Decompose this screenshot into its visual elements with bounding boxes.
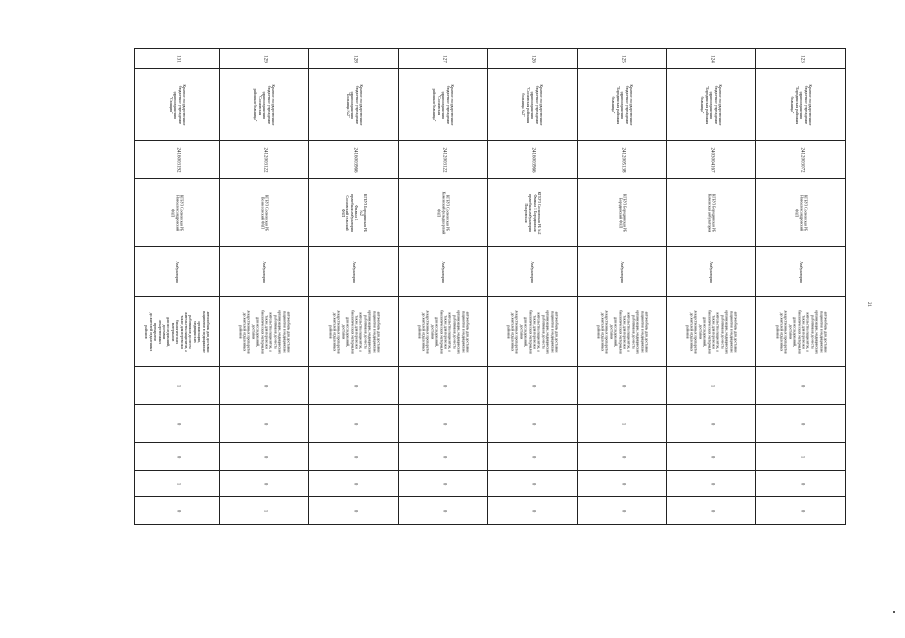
table-cell (220, 367, 309, 405)
table-cell (666, 471, 755, 497)
row-count-c-text: 0 (262, 455, 268, 458)
row-count-a-text: 0 (262, 384, 268, 387)
table-cell (488, 297, 577, 367)
row-count-a-text: 1 (709, 384, 715, 387)
data-table (134, 48, 846, 525)
row-number-text: 129 (262, 54, 268, 63)
table-cell (309, 179, 398, 247)
table-cell (756, 367, 845, 405)
row-type-text: Амбулатория (709, 260, 714, 283)
table-cell (135, 247, 220, 297)
row-count-a-text: 1 (175, 384, 181, 387)
row-count-a-text: 0 (352, 384, 358, 387)
table-row (135, 497, 846, 525)
row-organization-text: Краевое государственное бюджетное учреждение здравоохранения "Бородинская районная больница" (700, 84, 723, 125)
row-inn-text: 2416003192 (175, 147, 181, 172)
table-cell (577, 69, 666, 141)
table-cell (666, 179, 755, 247)
row-count-a-text: 0 (441, 384, 447, 387)
row-count-c-text: 0 (530, 455, 536, 458)
table-cell (220, 179, 309, 247)
table-cell (220, 497, 309, 525)
table-cell (488, 141, 577, 179)
table-row (135, 247, 846, 297)
row-number-text: 124 (709, 54, 715, 63)
table-cell (756, 405, 845, 443)
table-cell (756, 179, 845, 247)
row-count-c-text: 0 (441, 455, 447, 458)
table-cell (577, 179, 666, 247)
row-count-d-text: 0 (798, 482, 804, 485)
table-cell (488, 443, 577, 471)
row-purpose-text: автомобиль для доставки пациентов в медицинские организации, медицинских работников до места жительства пациентов, а также для перевозки биологических материалов для исследований, доставки лекарственных препаратов до жителей отдаленных районов (506, 309, 559, 354)
row-count-d-text: 1 (175, 482, 181, 485)
table-cell (577, 443, 666, 471)
table-cell (756, 471, 845, 497)
row-count-e-text: 0 (175, 509, 181, 512)
table-row (135, 443, 846, 471)
table-row (135, 367, 846, 405)
row-purpose-text: автомобиль для доставки пациентов в медицинские организации, медицинских работников до места жительства пациентов, а также для перевозки биологических материалов для исследований, доставки лекарственных препаратов до жителей отдаленных районов (685, 309, 738, 354)
table-cell (220, 49, 309, 69)
row-facility-text: КГБУЗ Сосновская РБ №2 Филиал 1 Бородинская врачебная амбулатория Покровская (523, 191, 542, 234)
table-cell (135, 367, 220, 405)
table-cell (577, 367, 666, 405)
table-cell (666, 443, 755, 471)
row-type-text: Амбулатория (262, 260, 267, 283)
row-count-a-text: 0 (798, 384, 804, 387)
table-cell (309, 443, 398, 471)
row-purpose-text: автомобиль для доставки пациентов в медицинские организации, медицинских работников до места жительства пациентов, а также для перевозки биологических материалов для исследований, доставки лекарственных препаратов до жителей отдаленных районов (144, 310, 211, 353)
table-cell (135, 49, 220, 69)
table-cell (220, 247, 309, 297)
table-cell (666, 367, 755, 405)
row-facility-text: КГБУЗ Бородинская РБ Каменская амбулатория (707, 193, 716, 232)
table-cell (309, 141, 398, 179)
table-cell (398, 141, 487, 179)
table-cell (666, 141, 755, 179)
row-organization-text: Краевое государственное бюджетное учреждение здравоохранения "Станция" (168, 84, 186, 125)
table-cell (135, 405, 220, 443)
table-cell (577, 497, 666, 525)
table-cell (135, 179, 220, 247)
row-type-text: Амбулатория (530, 260, 535, 283)
table-cell (220, 405, 309, 443)
table-cell (488, 367, 577, 405)
table-cell (220, 141, 309, 179)
table-cell (577, 49, 666, 69)
table-cell (220, 297, 309, 367)
table-cell (309, 247, 398, 297)
page-number: 21 (866, 302, 871, 307)
table-cell (398, 405, 487, 443)
table-cell (398, 297, 487, 367)
row-purpose-text: автомобиль для доставки пациентов в медицинские организации, медицинских работников до места жительства пациентов, а также для перевозки биологических материалов для исследований, доставки лекарственных препаратов до жителей отдаленных районов (327, 309, 381, 354)
row-facility-text: КГБУЗ Сосновская РБ Новоалександровский ФАП (170, 194, 184, 231)
table-cell (666, 69, 755, 141)
row-inn-text: 2416003966 (352, 147, 358, 172)
table-cell (309, 49, 398, 69)
row-count-c-text: 1 (798, 455, 804, 458)
table-cell (135, 471, 220, 497)
row-inn-text: 2403004167 (709, 147, 715, 172)
table-cell (488, 179, 577, 247)
row-type-text: Амбулатория (175, 260, 180, 283)
row-purpose-text: автомобиль для доставки пациентов в медицинские организации, медицинских работников до места жительства пациентов, а также для перевозки биологических материалов для исследований, доставки лекарственных препаратов до жителей отдаленных районов (774, 309, 827, 354)
table-row (135, 69, 846, 141)
table-cell (577, 141, 666, 179)
row-inn-text: 2416003966 (530, 147, 536, 172)
row-inn-text: 2412003122 (262, 147, 268, 172)
row-count-a-text: 0 (530, 384, 536, 387)
row-count-d-text: 0 (709, 482, 715, 485)
table-cell (398, 69, 487, 141)
table-cell (309, 297, 398, 367)
row-count-c-text: 0 (175, 455, 181, 458)
table-cell (135, 443, 220, 471)
table-cell (488, 405, 577, 443)
table-row (135, 141, 846, 179)
table-cell (220, 69, 309, 141)
row-organization-text: Краевое государственное бюджетное учреждение здравоохранения "Сосновская районная больница" (432, 84, 454, 125)
table-cell (488, 69, 577, 141)
row-organization-text: Краевое государственное бюджетное учреждение здравоохранения "Бородинская районная больница" (611, 84, 633, 125)
table-cell (488, 471, 577, 497)
table-cell (398, 49, 487, 69)
row-count-b-text: 0 (262, 422, 268, 425)
row-count-b-text: 0 (175, 422, 181, 425)
row-purpose-text: автомобиль для доставки пациентов в медицинские организации, медицинских работников до места жительства пациентов, а также для перевозки биологических материалов для исследований, доставки лекарственных препаратов до жителей отдаленных районов (595, 309, 649, 354)
table-cell (220, 443, 309, 471)
row-count-d-text: 0 (530, 482, 536, 485)
table-cell (666, 49, 755, 69)
table-cell (666, 405, 755, 443)
table-cell (756, 247, 845, 297)
table-cell (398, 443, 487, 471)
row-count-e-text: 0 (709, 509, 715, 512)
table-cell (488, 247, 577, 297)
table-cell (398, 367, 487, 405)
table-cell (309, 69, 398, 141)
table-cell (666, 247, 755, 297)
row-count-b-text: 0 (352, 422, 358, 425)
table-cell (756, 497, 845, 525)
table-cell (309, 405, 398, 443)
row-purpose-text: автомобиль для доставки пациентов в медицинские организации, медицинских работников до места жительства пациентов, а также для перевозки биологических материалов для исследований, доставки лекарственных препаратов до жителей отдаленных районов (416, 309, 470, 354)
row-count-c-text: 0 (709, 455, 715, 458)
table-cell (309, 497, 398, 525)
row-facility-text: КГБУЗ Бородинская РБ №2 Филиал 1 врачебная амбулатория Сосновский сельский ФАП (340, 193, 367, 232)
row-count-e-text: 0 (530, 509, 536, 512)
row-inn-text: 2412003122 (441, 147, 447, 172)
table-row (135, 49, 846, 69)
row-facility-text: КГБУЗ Сосновская РБ Новоалександровский ФАП (794, 194, 808, 231)
row-facility-text: КГБУЗ Сосновская РБ Каменский фельдшерский ФАП (436, 191, 450, 234)
row-count-b-text: 0 (709, 422, 715, 425)
row-count-d-text: 0 (352, 482, 358, 485)
row-count-b-text: 1 (620, 422, 626, 425)
table-cell (577, 471, 666, 497)
table-cell (577, 247, 666, 297)
table-cell (756, 49, 845, 69)
table-cell (666, 497, 755, 525)
table-cell (577, 405, 666, 443)
row-count-d-text: 0 (262, 482, 268, 485)
row-count-d-text: 0 (620, 482, 626, 485)
table-cell (398, 247, 487, 297)
table-cell (398, 471, 487, 497)
table-cell (309, 367, 398, 405)
row-count-c-text: 0 (620, 455, 626, 458)
table-cell (398, 497, 487, 525)
row-facility-text: КГБУЗ Бородинская РБ Бородинский ФАП (617, 193, 627, 232)
row-number-text: 125 (620, 54, 626, 63)
table-cell (488, 49, 577, 69)
row-type-text: Амбулатория (619, 260, 624, 283)
row-number-text: 131 (175, 54, 181, 63)
row-organization-text: Краевое государственное бюджетное учреждение здравоохранения "Сосновская районная больница №2" (521, 84, 544, 125)
table-cell (135, 141, 220, 179)
row-count-d-text: 0 (441, 482, 447, 485)
row-organization-text: Краевое государственное бюджетное учреждение здравоохранения "Больница №2" (345, 84, 363, 125)
table-row (135, 471, 846, 497)
row-purpose-text: автомобиль для доставки пациентов в медицинские организации, медицинских работников до места жительства пациентов, а также для перевозки биологических материалов для исследований, доставки лекарственных препаратов до жителей отдаленных районов (238, 309, 291, 354)
row-number-text: 123 (798, 54, 804, 63)
row-inn-text: 2412005138 (620, 147, 626, 172)
table-cell (756, 443, 845, 471)
row-count-a-text: 0 (620, 384, 626, 387)
table-cell (756, 69, 845, 141)
row-number-text: 126 (530, 54, 536, 63)
table-cell (756, 297, 845, 367)
row-number-text: 127 (441, 54, 447, 63)
row-count-e-text: 0 (352, 509, 358, 512)
row-type-text: Амбулатория (351, 260, 356, 283)
row-type-text: Амбулатория (798, 260, 803, 283)
table-cell (135, 297, 220, 367)
row-inn-text: 2412003072 (798, 147, 804, 172)
table-row (135, 297, 846, 367)
row-count-e-text: 0 (798, 509, 804, 512)
row-type-text: Амбулатория (441, 260, 446, 283)
table-cell (666, 297, 755, 367)
row-facility-text: КГБУЗ Сосновская РБ Вознесенский ФАП (260, 194, 269, 231)
row-count-e-text: 0 (441, 509, 447, 512)
row-organization-text: Краевое государственное бюджетное учреждение здравоохранения "Бородинская районная больница" (789, 84, 812, 125)
table-cell (135, 497, 220, 525)
table-cell (309, 471, 398, 497)
table-cell (135, 69, 220, 141)
table-cell (577, 297, 666, 367)
table-cell (488, 497, 577, 525)
row-count-b-text: 0 (441, 422, 447, 425)
scan-speck (893, 611, 895, 613)
row-organization-text: Краевое государственное бюджетное учреждение здравоохранения "Сосновская районная больница" (253, 84, 276, 125)
row-count-e-text: 0 (620, 509, 626, 512)
table-cell (220, 471, 309, 497)
table-row (135, 405, 846, 443)
table-cell (756, 141, 845, 179)
row-count-b-text: 0 (530, 422, 536, 425)
row-count-b-text: 0 (798, 422, 804, 425)
row-count-e-text: 1 (262, 509, 268, 512)
row-count-c-text: 0 (352, 455, 358, 458)
row-number-text: 128 (352, 54, 358, 63)
table-row (135, 179, 846, 247)
table-cell (398, 179, 487, 247)
